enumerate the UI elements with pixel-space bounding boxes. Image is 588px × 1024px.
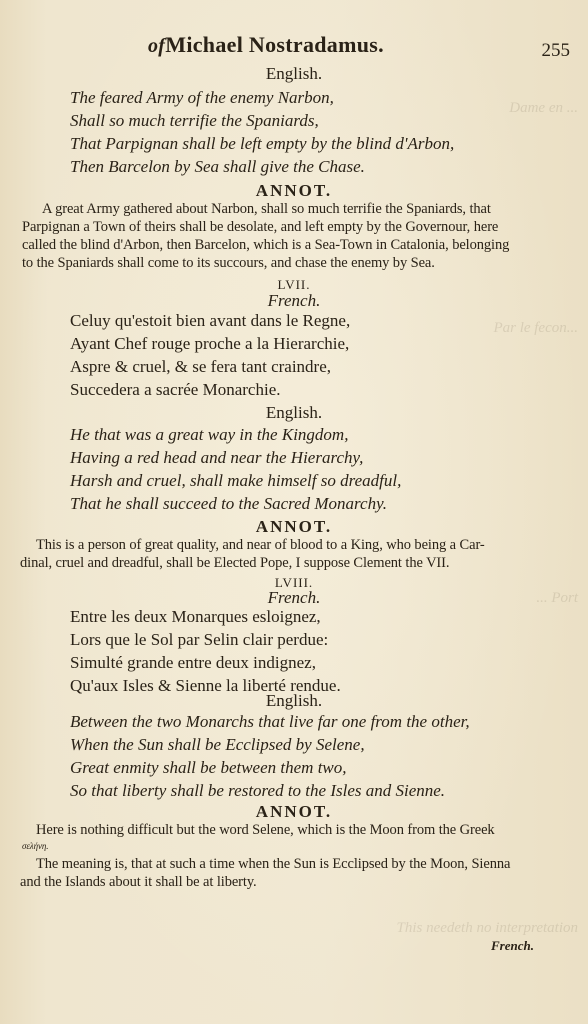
- running-head-prefix: of: [148, 35, 166, 57]
- verse-line: Qu'aux Isles & Sienne la liberté rendue.: [70, 676, 341, 695]
- verse-line: He that was a great way in the Kingdom,: [70, 425, 349, 444]
- bleed-through-text: Par le fecon...: [493, 320, 578, 336]
- running-head-title: Michael Nostradamus.: [165, 32, 384, 57]
- verse-line: So that liberty shall be restored to the Isles and Sienne.: [70, 781, 446, 800]
- verse-line: Then Barcelon by Sea shall give the Chase.: [70, 157, 365, 176]
- verse-line: That he shall succeed to the Sacred Monarchy.: [70, 494, 387, 513]
- annotation-line: This is a person of great quality, and near of blood to a King, who being a Car-: [36, 537, 485, 553]
- annot-heading: ANNOT.: [255, 517, 333, 536]
- annotation-line: Parpignan a Town of theirs shall be desolate, and left empty by the Governour, here: [22, 219, 499, 235]
- quatrain-number: LVIII.: [274, 575, 314, 590]
- annotation-line: dinal, cruel and dreadful, shall be Elected Pope, I suppose Clement the VII.: [20, 555, 450, 571]
- verse-line: Simulté grande entre deux indignez,: [70, 653, 316, 672]
- french-heading: French.: [267, 588, 321, 607]
- verse-line: That Parpignan shall be left empty by the blind d'Arbon,: [70, 134, 455, 153]
- bleed-through-text: ... Port: [536, 590, 578, 606]
- annotation-line: A great Army gathered about Narbon, shall so much terrifie the Spaniards, that: [42, 201, 491, 217]
- running-head: [148, 32, 384, 58]
- verse-line: Lors que le Sol par Selin clair perdue:: [70, 630, 329, 649]
- verse-line: Having a red head and near the Hierarchy,: [70, 448, 364, 467]
- verse-line: Ayant Chef rouge proche a la Hierarchie,: [70, 334, 350, 353]
- english-heading: English.: [265, 403, 323, 422]
- bleed-through-text: Dame en ...: [509, 100, 578, 116]
- verse-line: Great enmity shall be between them two,: [70, 758, 347, 777]
- english-heading: English.: [265, 691, 323, 710]
- annotation-line: and the Islands about it shall be at liberty.: [20, 874, 257, 890]
- verse-line: Harsh and cruel, shall make himself so dreadful,: [70, 471, 402, 490]
- annotation-line: Here is nothing difficult but the word Selene, which is the Moon from the Greek: [36, 822, 495, 838]
- quatrain-number: LVII.: [277, 277, 311, 292]
- verse-line: Entre les deux Monarques esloignez,: [70, 607, 321, 626]
- annot-heading: ANNOT.: [255, 802, 333, 821]
- verse-line: Succedera a sacrée Monarchie.: [70, 380, 281, 399]
- catchword: French.: [491, 938, 534, 953]
- annotation-line: The meaning is, that at such a time when the Sun is Ecclipsed by the Moon, Sienna: [36, 856, 511, 872]
- annotation-line: to the Spaniards shall come to its succours, and chase the enemy by Sea.: [22, 255, 435, 271]
- english-heading: English.: [265, 64, 323, 83]
- bleed-through-text: This needeth no interpretation: [396, 920, 578, 936]
- verse-line: The feared Army of the enemy Narbon,: [70, 88, 334, 107]
- annotation-line: called the blind d'Arbon, then Barcelon, which is a Sea-Town in Catalonia, belonging: [22, 237, 510, 253]
- page-number: 255: [541, 40, 570, 61]
- verse-line: Aspre & cruel, & se fera tant craindre,: [70, 357, 332, 376]
- annot-heading: ANNOT.: [255, 181, 333, 200]
- french-heading: French.: [267, 291, 321, 310]
- verse-line: Between the two Monarchs that live far one from the other,: [70, 712, 470, 731]
- annotation-line-greek: σελήνη.: [22, 841, 49, 851]
- verse-line: When the Sun shall be Ecclipsed by Selene,: [70, 735, 365, 754]
- verse-line: Shall so much terrifie the Spaniards,: [70, 111, 319, 130]
- verse-line: Celuy qu'estoit bien avant dans le Regne,: [70, 311, 351, 330]
